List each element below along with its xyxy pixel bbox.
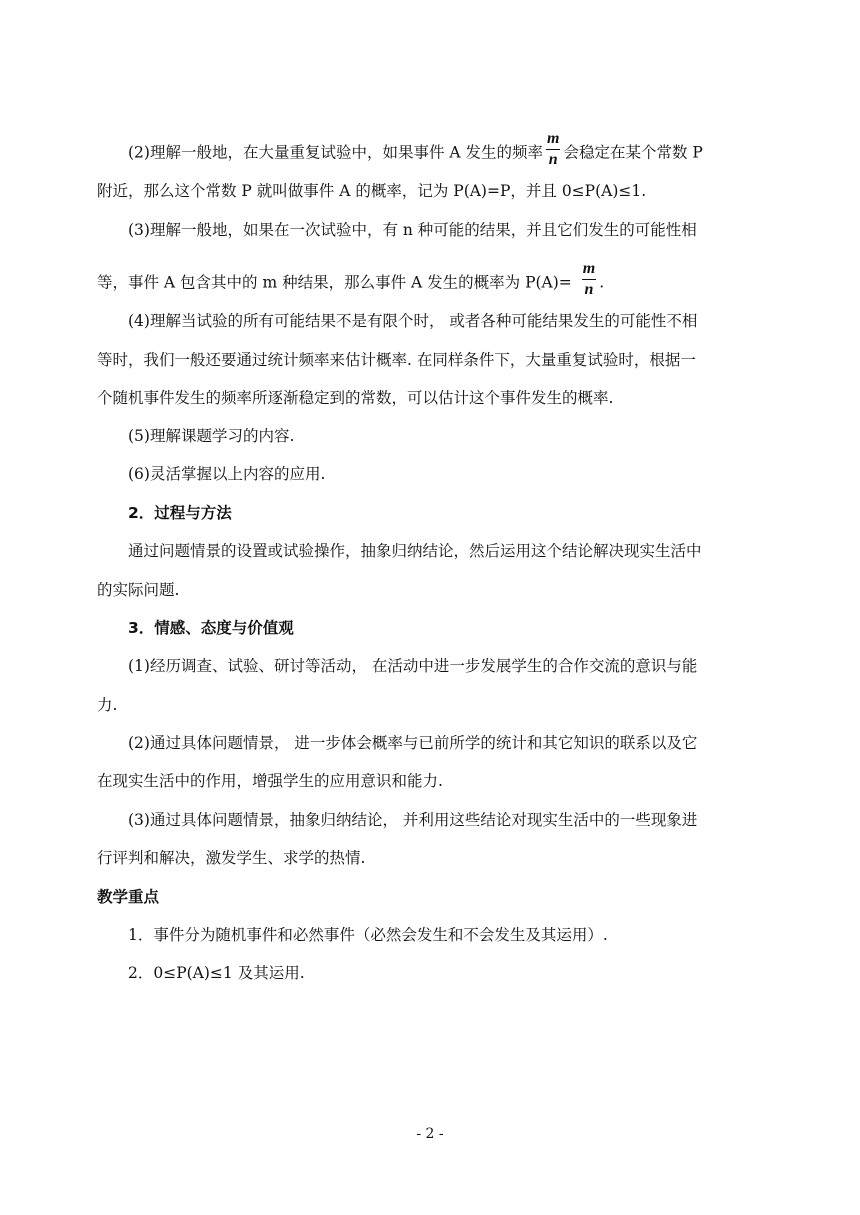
paragraph-4-line-2: 等时，我们一般还要通过统计频率来估计概率. 在同样条件下，大量重复试验时，根据一	[97, 351, 696, 369]
method-line-1: 通过问题情景的设置或试验操作，抽象归纳结论，然后运用这个结论解决现实生活中	[128, 542, 702, 560]
emotion-3-line-1: (3)通过具体问题情景，抽象归纳结论， 并利用这些结论对现实生活中的一些现象进	[128, 811, 698, 829]
paragraph-4-line-1: (4)理解当试验的所有可能结果不是有限个时， 或者各种可能结果发生的可能性不相	[128, 312, 698, 330]
page-number: - 2 -	[416, 1126, 444, 1142]
fraction-numerator: m	[547, 130, 560, 147]
key-point-1: 1．事件分为随机事件和必然事件（必然会发生和不会发生及其运用）.	[128, 926, 608, 944]
fraction-denominator: n	[584, 281, 594, 298]
emotion-3-line-2: 行评判和解决，激发学生、求学的热情.	[97, 849, 366, 867]
emotion-1-line-1: (1)经历调查、试验、研讨等活动， 在活动中进一步发展学生的合作交流的意识与能	[128, 657, 698, 675]
paragraph-2-line-1	[128, 130, 808, 172]
fraction-denominator: n	[548, 151, 558, 168]
emotion-2-line-1: (2)通过具体问题情景， 进一步体会概率与已前所学的统计和其它知识的联系以及它	[128, 734, 698, 752]
fraction-m-over-n	[546, 131, 560, 168]
fraction-m-over-n	[582, 261, 596, 298]
text: .	[599, 273, 605, 292]
text: (2)理解一般地，在大量重复试验中，如果事件 A 发生的频率	[128, 143, 544, 162]
paragraph-5: (5)理解课题学习的内容.	[128, 427, 295, 445]
section-heading-process-method: 2．过程与方法	[128, 504, 232, 522]
text: 会稳定在某个常数 P	[563, 143, 703, 162]
text: 等，事件 A 包含其中的 m 种结果，那么事件 A 发生的概率为 P(A)=	[97, 273, 572, 292]
emotion-2-line-2: 在现实生活中的作用，增强学生的应用意识和能力.	[97, 772, 443, 790]
section-heading-emotion-values: 3．情感、态度与价值观	[128, 619, 294, 637]
paragraph-4-line-3: 个随机事件发生的频率所逐渐稳定到的常数，可以估计这个事件发生的概率.	[97, 389, 614, 407]
method-line-2: 的实际问题.	[97, 581, 180, 599]
fraction-numerator: m	[582, 260, 596, 277]
key-point-2: 2．0≤P(A)≤1 及其运用.	[128, 964, 305, 982]
section-heading-key-points: 教学重点	[97, 888, 160, 906]
emotion-1-line-2: 力.	[97, 696, 118, 714]
paragraph-2-line-2: 附近，那么这个常数 P 就叫做事件 A 的概率，记为 P(A)=P，并且 0≤P(A)≤1.	[97, 182, 647, 200]
paragraph-3-line-2	[97, 260, 777, 302]
paragraph-3-line-1: (3)理解一般地，如果在一次试验中，有 n 种可能的结果，并且它们发生的可能性相	[128, 221, 697, 239]
paragraph-6: (6)灵活掌握以上内容的应用.	[128, 465, 326, 483]
